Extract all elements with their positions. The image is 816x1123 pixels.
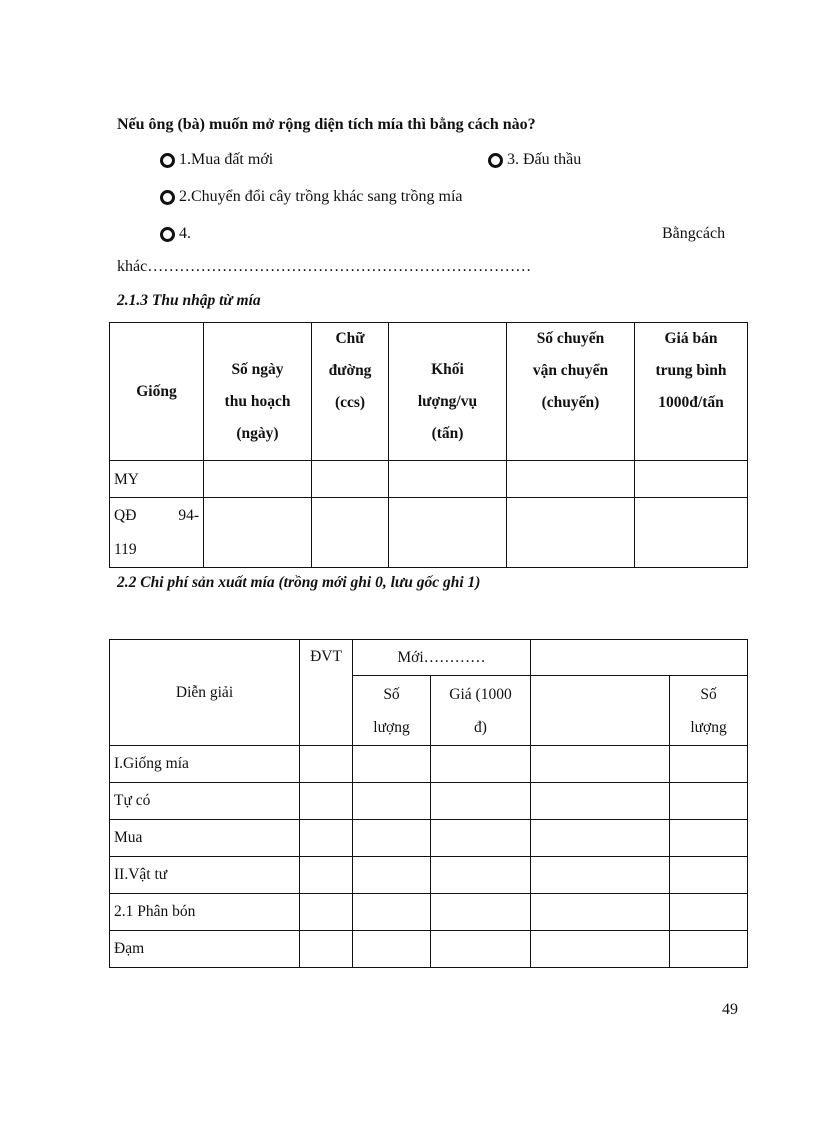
cell-so-luong-2[interactable] xyxy=(670,931,748,968)
income-table xyxy=(109,322,748,568)
cell-so-chuyen[interactable] xyxy=(507,498,635,568)
header-dien-giai: Diễn giải xyxy=(110,640,300,746)
cell-gia[interactable] xyxy=(431,783,531,820)
income-header-row xyxy=(110,323,748,461)
cell-gia[interactable] xyxy=(431,857,531,894)
radio-icon[interactable] xyxy=(488,153,503,168)
cell-gia[interactable] xyxy=(431,931,531,968)
cell-so-chuyen[interactable] xyxy=(507,461,635,498)
cell-extra[interactable] xyxy=(531,894,670,931)
cell-dvt[interactable] xyxy=(300,931,353,968)
cell-gia[interactable] xyxy=(431,894,531,931)
cell-extra[interactable] xyxy=(531,820,670,857)
cell-giong: MY xyxy=(110,461,204,498)
option-1-label: 1.Mua đất mới xyxy=(179,151,274,168)
giong-part-b: 94- xyxy=(178,506,199,524)
cell-so-luong-2[interactable] xyxy=(670,746,748,783)
cell-dvt[interactable] xyxy=(300,820,353,857)
cell-extra[interactable] xyxy=(531,746,670,783)
header-so-ngay: Số ngày thu hoạch (ngày) xyxy=(204,323,312,461)
cell-gia-ban[interactable] xyxy=(635,498,748,568)
table-row xyxy=(110,894,748,931)
cost-header-row-1 xyxy=(110,640,748,676)
header-giong: Giống xyxy=(110,323,204,461)
cell-so-luong-2[interactable] xyxy=(670,894,748,931)
cell-so-luong[interactable] xyxy=(353,820,431,857)
section-heading-2-2: 2.2 Chi phí sản xuất mía (trồng mới ghi 0, lưu gốc ghi 1) xyxy=(117,574,481,591)
option-1[interactable] xyxy=(160,151,273,169)
radio-icon[interactable] xyxy=(160,153,175,168)
option-3-label: 3. Đấu thầu xyxy=(507,151,582,168)
option-3[interactable] xyxy=(488,151,581,169)
header-blank xyxy=(531,640,748,676)
question-text: Nếu ông (bà) muốn mở rộng diện tích mía thì bằng cách nào? xyxy=(117,116,536,133)
header-gia: Giá (1000 đ) xyxy=(431,676,531,746)
cell-so-luong[interactable] xyxy=(353,931,431,968)
table-row xyxy=(110,857,748,894)
cell-extra[interactable] xyxy=(531,857,670,894)
cell-dvt[interactable] xyxy=(300,894,353,931)
option-4-right-text: Bằngcách xyxy=(662,225,726,242)
header-so-luong-2: Số lượng xyxy=(670,676,748,746)
option-2[interactable] xyxy=(160,188,463,206)
cell-khoi-luong[interactable] xyxy=(389,498,507,568)
cell-dvt[interactable] xyxy=(300,783,353,820)
table-row xyxy=(110,746,748,783)
table-row xyxy=(110,931,748,968)
header-blank-2 xyxy=(531,676,670,746)
cell-dien-giai: Đạm xyxy=(110,931,300,968)
cell-gia[interactable] xyxy=(431,820,531,857)
cell-gia[interactable] xyxy=(431,746,531,783)
giong-part-a: QĐ xyxy=(114,506,137,524)
header-moi: Mới………… xyxy=(353,640,531,676)
cell-chu-duong[interactable] xyxy=(312,498,389,568)
cell-so-luong-2[interactable] xyxy=(670,820,748,857)
cell-so-luong[interactable] xyxy=(353,894,431,931)
option-4-continuation: khác……………………………………………………………… xyxy=(117,258,532,275)
cell-dien-giai: 2.1 Phân bón xyxy=(110,894,300,931)
cost-table xyxy=(109,639,748,968)
cell-gia-ban[interactable] xyxy=(635,461,748,498)
option-4[interactable] xyxy=(160,225,191,243)
cell-dvt[interactable] xyxy=(300,746,353,783)
option-2-label: 2.Chuyển đổi cây trồng khác sang trồng mía xyxy=(179,188,463,205)
giong-part-c: 119 xyxy=(114,540,137,558)
cell-giong xyxy=(110,498,204,568)
cell-extra[interactable] xyxy=(531,931,670,968)
cell-so-luong-2[interactable] xyxy=(670,857,748,894)
table-row xyxy=(110,461,748,498)
cell-so-luong[interactable] xyxy=(353,746,431,783)
cell-so-luong[interactable] xyxy=(353,783,431,820)
cell-chu-duong[interactable] xyxy=(312,461,389,498)
cell-dien-giai: Mua xyxy=(110,820,300,857)
header-chu-duong: Chữ đường (ccs) xyxy=(312,323,389,461)
cell-so-luong-2[interactable] xyxy=(670,783,748,820)
radio-icon[interactable] xyxy=(160,227,175,242)
table-row xyxy=(110,783,748,820)
cell-so-ngay[interactable] xyxy=(204,461,312,498)
cell-extra[interactable] xyxy=(531,783,670,820)
cell-so-luong[interactable] xyxy=(353,857,431,894)
header-gia-ban: Giá bán trung bình 1000đ/tấn xyxy=(635,323,748,461)
page-number: 49 xyxy=(722,1001,738,1018)
option-4-label: 4. xyxy=(179,225,191,242)
cell-dien-giai: I.Giống mía xyxy=(110,746,300,783)
header-so-chuyen: Số chuyến vận chuyển (chuyến) xyxy=(507,323,635,461)
cell-dien-giai: Tự có xyxy=(110,783,300,820)
header-so-luong: Số lượng xyxy=(353,676,431,746)
cell-dien-giai: II.Vật tư xyxy=(110,857,300,894)
cell-so-ngay[interactable] xyxy=(204,498,312,568)
table-row xyxy=(110,498,748,568)
header-khoi-luong: Khối lượng/vụ (tấn) xyxy=(389,323,507,461)
header-dvt: ĐVT xyxy=(300,640,353,746)
radio-icon[interactable] xyxy=(160,190,175,205)
section-heading-2-1-3: 2.1.3 Thu nhập từ mía xyxy=(117,292,261,309)
cell-khoi-luong[interactable] xyxy=(389,461,507,498)
table-row xyxy=(110,820,748,857)
cell-dvt[interactable] xyxy=(300,857,353,894)
